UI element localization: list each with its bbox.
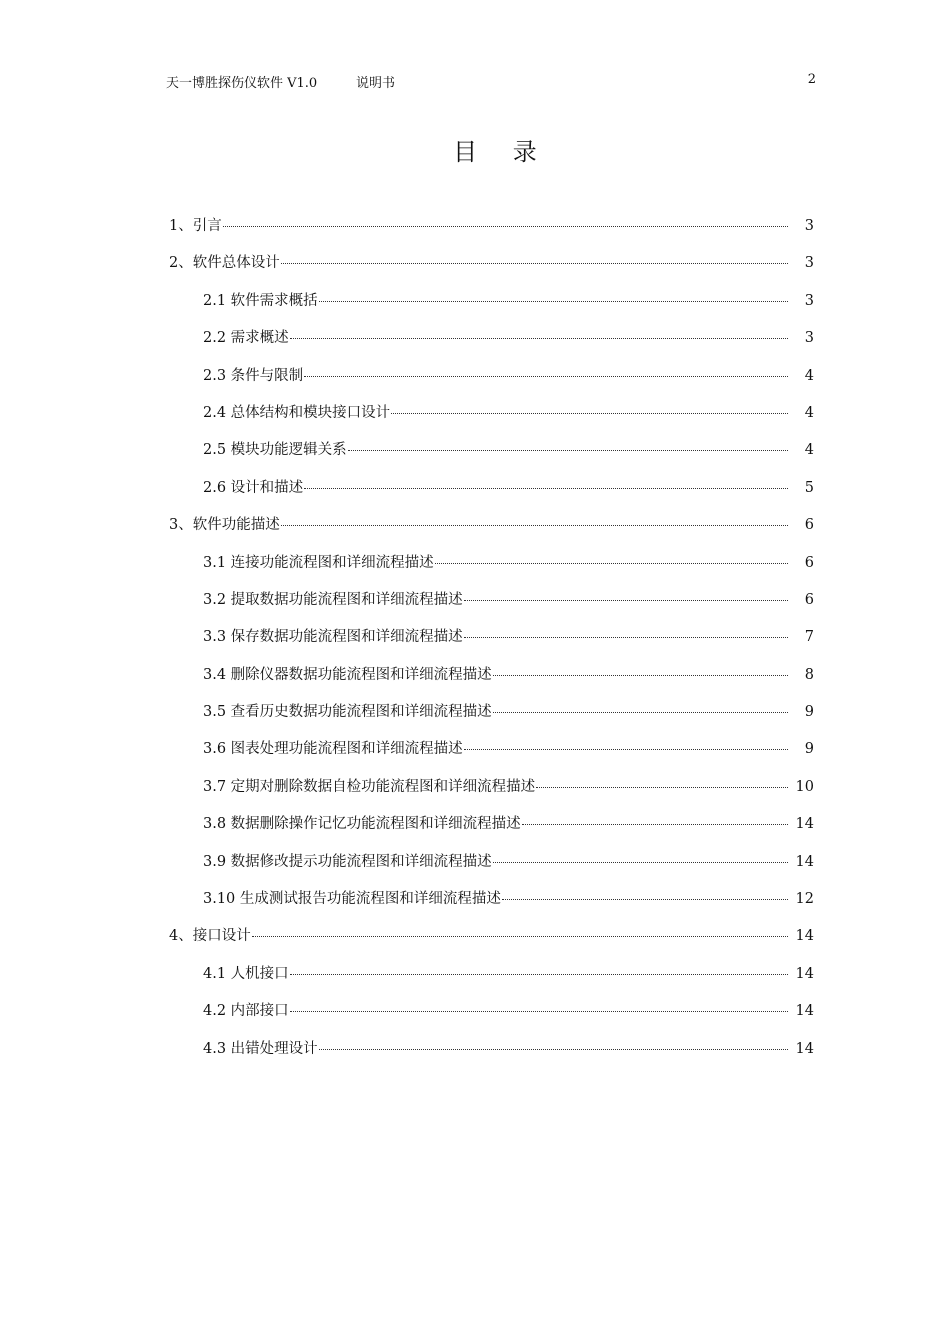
toc-entry-link[interactable] [203,812,814,836]
toc-dot-leader [493,675,788,676]
toc-entry [0,588,950,625]
toc-entry-label: 3.4 删除仪器数据功能流程图和详细流程描述 [203,666,492,683]
toc-dot-leader [304,488,788,489]
toc-entry-link[interactable] [169,214,814,238]
toc-dot-leader [348,450,788,451]
toc-entry-label: 3.8 数据删除操作记忆功能流程图和详细流程描述 [203,816,521,833]
toc-entry-link[interactable] [169,251,814,275]
toc-entry-page: 14 [795,928,814,945]
toc-dot-leader [319,301,788,302]
toc-entry [0,887,950,924]
toc-entry-page: 14 [795,816,814,833]
toc-entry-page: 6 [804,554,814,571]
toc-entry-label: 2、软件总体设计 [169,255,280,272]
toc-entry-link[interactable] [203,551,814,575]
toc-entry-page: 4 [804,404,814,421]
toc-dot-leader [290,1011,788,1012]
toc-entry-page: 3 [804,292,814,309]
toc-dot-leader [223,226,788,227]
toc-dot-leader [304,376,788,377]
toc-entry-label: 2.6 设计和描述 [203,479,304,496]
toc-entry-label: 4.2 内部接口 [203,1003,289,1020]
toc-entry [0,850,950,887]
toc-entry-link[interactable] [203,663,814,687]
toc-entry-link[interactable] [203,326,814,350]
toc-entry-page: 3 [804,330,814,347]
toc-entry-page: 12 [795,891,814,908]
table-of-contents [0,214,950,1074]
toc-dot-leader [493,862,788,863]
toc-entry-link[interactable] [203,999,814,1023]
toc-entry-link[interactable] [203,1037,814,1061]
header-title: 天一博胜探伤仪软件 V1.0 [166,76,318,91]
toc-entry [0,401,950,438]
toc-entry [0,924,950,961]
toc-dot-leader [290,974,788,975]
toc-entry-link[interactable] [203,438,814,462]
header-doc-type: 说明书 [356,76,396,91]
toc-dot-leader [391,413,788,414]
toc-entry-link[interactable] [203,737,814,761]
toc-entry-label: 3.5 查看历史数据功能流程图和详细流程描述 [203,704,492,721]
toc-entry-label: 2.4 总体结构和模块接口设计 [203,404,391,421]
toc-entry [0,663,950,700]
toc-dot-leader [319,1049,788,1050]
toc-entry-label: 3.9 数据修改提示功能流程图和详细流程描述 [203,853,492,870]
toc-entry-page: 5 [804,479,814,496]
toc-entry [0,962,950,999]
toc-entry-page: 6 [804,517,814,534]
toc-entry-label: 3.7 定期对删除数据自检功能流程图和详细流程描述 [203,778,536,795]
toc-entry-label: 4.3 出错处理设计 [203,1040,318,1057]
toc-dot-leader [522,824,788,825]
toc-entry-label: 3、软件功能描述 [169,517,280,534]
toc-entry [0,999,950,1036]
toc-entry-page: 4 [804,442,814,459]
toc-entry [0,326,950,363]
toc-entry [0,700,950,737]
toc-entry-page: 9 [804,704,814,721]
toc-entry-page: 9 [804,741,814,758]
toc-entry-page: 14 [795,853,814,870]
toc-entry-link[interactable] [203,476,814,500]
toc-entry [0,214,950,251]
toc-entry-label: 2.5 模块功能逻辑关系 [203,442,347,459]
toc-entry [0,625,950,662]
toc-entry [0,737,950,774]
toc-entry-link[interactable] [203,700,814,724]
toc-dot-leader [464,637,788,638]
toc-entry-page: 7 [804,629,814,646]
toc-entry [0,476,950,513]
toc-entry [0,251,950,288]
toc-entry-page: 10 [795,778,814,795]
toc-dot-leader [290,338,788,339]
toc-entry-label: 3.3 保存数据功能流程图和详细流程描述 [203,629,463,646]
toc-dot-leader [493,712,788,713]
toc-entry-page: 14 [795,965,814,982]
toc-entry [0,1037,950,1074]
toc-entry-page: 14 [795,1040,814,1057]
toc-entry-label: 3.10 生成测试报告功能流程图和详细流程描述 [203,891,501,908]
toc-entry-label: 4.1 人机接口 [203,965,289,982]
toc-entry-label: 2.3 条件与限制 [203,367,304,384]
toc-entry [0,364,950,401]
toc-entry-page: 3 [804,255,814,272]
toc-entry-link[interactable] [203,364,814,388]
toc-entry-link[interactable] [203,850,814,874]
toc-entry-link[interactable] [203,775,814,799]
toc-entry-link[interactable] [203,887,814,911]
toc-dot-leader [464,600,788,601]
toc-entry-page: 8 [804,666,814,683]
toc-entry-link[interactable] [169,924,814,948]
toc-dot-leader [502,899,788,900]
toc-dot-leader [281,263,788,264]
toc-entry-link[interactable] [169,513,814,537]
toc-entry-page: 3 [804,218,814,234]
toc-entry-page: 6 [804,591,814,608]
toc-entry-link[interactable] [203,401,814,425]
header-page-number: 2 [807,72,816,87]
toc-entry-label: 3.2 提取数据功能流程图和详细流程描述 [203,591,463,608]
toc-entry-link[interactable] [203,588,814,612]
toc-entry-label: 4、接口设计 [169,928,251,945]
toc-entry-label: 2.1 软件需求概括 [203,292,318,309]
toc-heading: 目 录 [453,138,551,166]
toc-entry [0,438,950,475]
toc-entry-label: 3.6 图表处理功能流程图和详细流程描述 [203,741,463,758]
toc-entry-link[interactable] [203,962,814,986]
toc-entry-label: 2.2 需求概述 [203,330,289,347]
toc-entry [0,775,950,812]
page-header [166,72,816,92]
toc-entry-page: 14 [795,1003,814,1020]
toc-entry [0,812,950,849]
toc-dot-leader [435,563,788,564]
toc-entry-page: 4 [804,367,814,384]
toc-entry [0,551,950,588]
toc-entry [0,513,950,550]
toc-dot-leader [252,936,788,937]
toc-dot-leader [464,749,788,750]
toc-dot-leader [536,787,788,788]
toc-entry [0,289,950,326]
toc-entry-label: 1、引言 [169,218,222,234]
toc-dot-leader [281,525,788,526]
toc-entry-link[interactable] [203,289,814,313]
toc-entry-link[interactable] [203,625,814,649]
toc-entry-label: 3.1 连接功能流程图和详细流程描述 [203,554,434,571]
